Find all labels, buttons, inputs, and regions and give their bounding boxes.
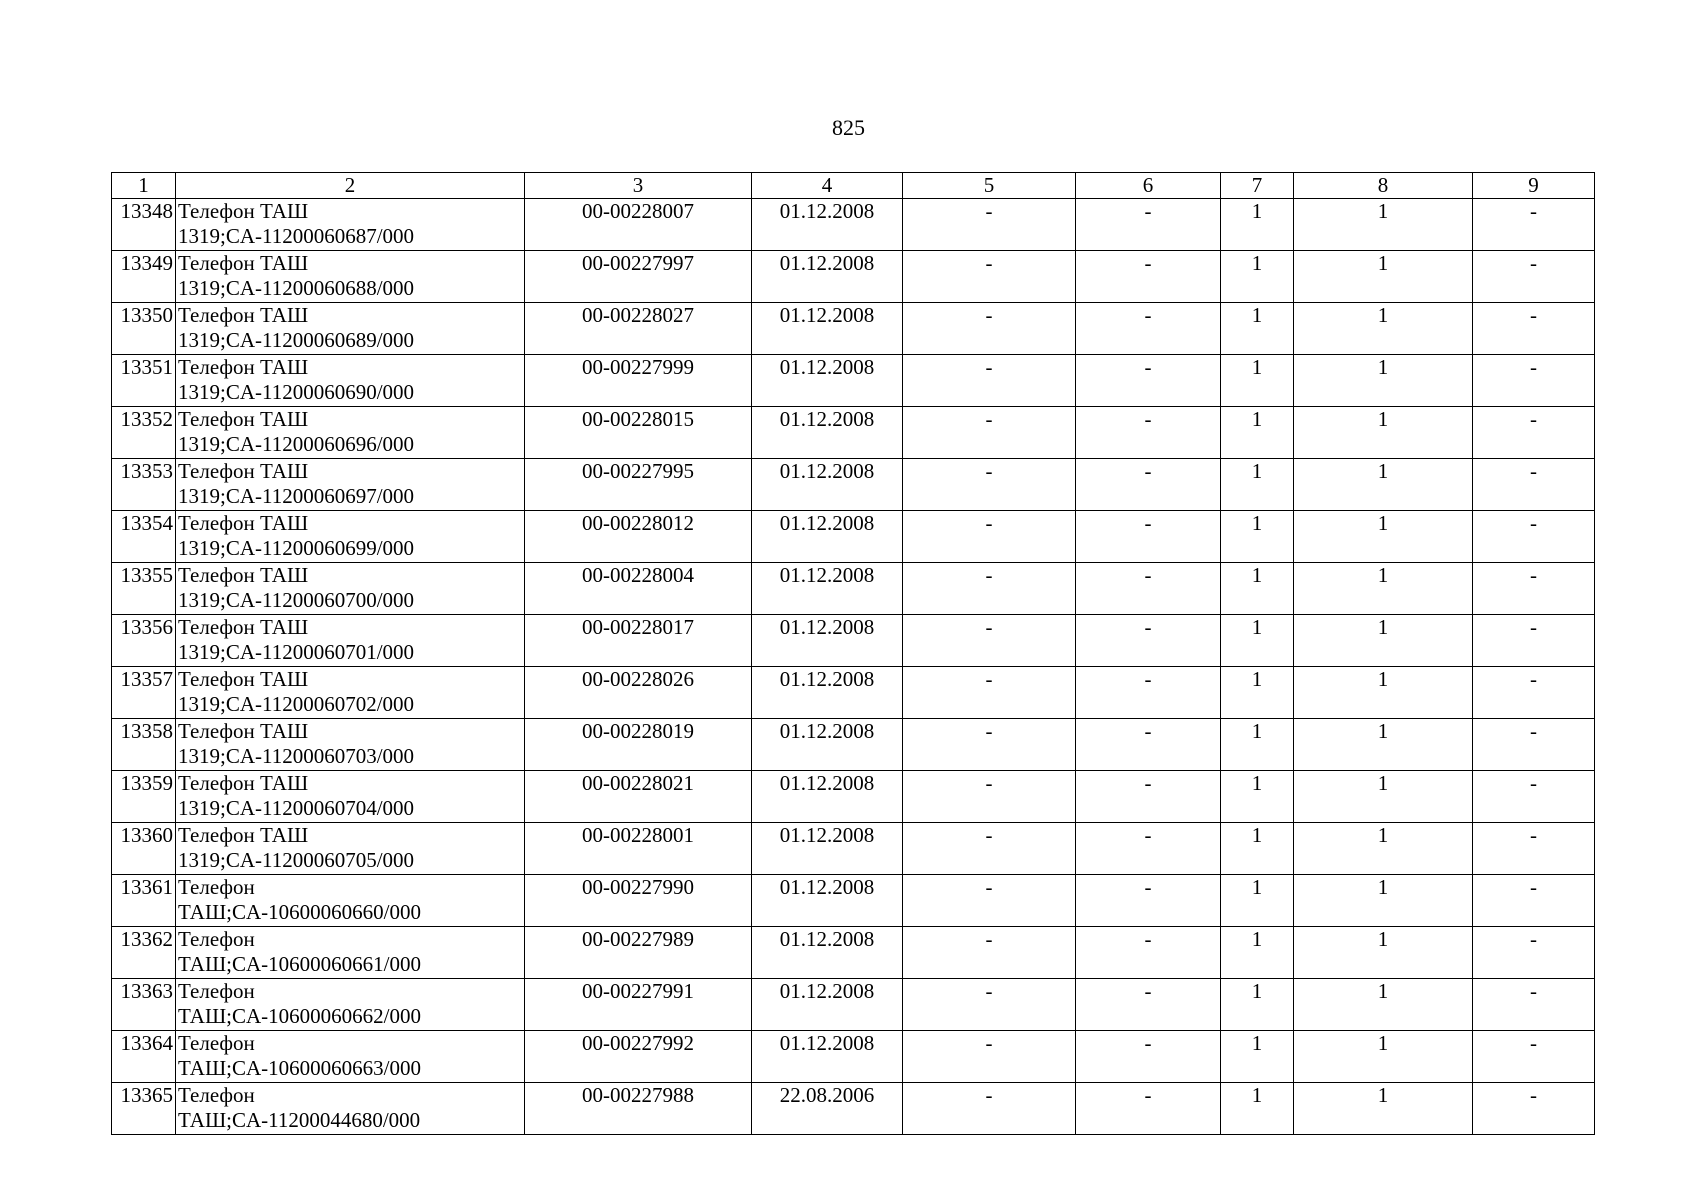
page-number: 825 — [832, 115, 865, 140]
row-number-cell: 13354 — [112, 511, 176, 563]
row-number-cell: 13361 — [112, 875, 176, 927]
column-6-cell: - — [1076, 1083, 1221, 1135]
item-name-cell — [176, 979, 525, 1031]
inventory-table — [111, 172, 1595, 1135]
column-8-cell: 1 — [1294, 1083, 1473, 1135]
column-9-cell: - — [1473, 927, 1595, 979]
column-5-cell: - — [903, 303, 1076, 355]
column-7-cell: 1 — [1221, 771, 1294, 823]
item-name-cell — [176, 563, 525, 615]
table-row — [112, 407, 1595, 459]
item-name-cell — [176, 251, 525, 303]
column-8-cell: 1 — [1294, 667, 1473, 719]
inventory-code-cell: 00-00228001 — [525, 823, 752, 875]
row-number-cell: 13360 — [112, 823, 176, 875]
column-9-cell: - — [1473, 823, 1595, 875]
column-9-cell: - — [1473, 979, 1595, 1031]
item-name-cell — [176, 875, 525, 927]
date-cell: 01.12.2008 — [752, 355, 903, 407]
item-name-cell — [176, 927, 525, 979]
item-name-line-2: ТАШ;CA-10600060660/000 — [178, 900, 421, 924]
inventory-code-cell: 00-00228027 — [525, 303, 752, 355]
row-number-cell: 13357 — [112, 667, 176, 719]
date-cell: 01.12.2008 — [752, 667, 903, 719]
column-7-cell: 1 — [1221, 1031, 1294, 1083]
item-name-line-2: 1319;CA-11200060687/000 — [178, 224, 415, 248]
column-9-cell: - — [1473, 615, 1595, 667]
item-name-line-2: 1319;CA-11200060688/000 — [178, 276, 415, 300]
item-name-line-1: Телефон ТАШ — [178, 771, 309, 795]
table-row — [112, 1031, 1595, 1083]
item-name-line-1: Телефон ТАШ — [178, 667, 309, 691]
row-number-cell: 13351 — [112, 355, 176, 407]
item-name-line-2: 1319;CA-11200060702/000 — [178, 692, 415, 716]
item-name-line-2: ТАШ;CA-10600060662/000 — [178, 1004, 421, 1028]
column-8-cell: 1 — [1294, 407, 1473, 459]
item-name-line-1: Телефон ТАШ — [178, 303, 309, 327]
item-name-line-2: 1319;CA-11200060699/000 — [178, 536, 415, 560]
column-5-cell: - — [903, 771, 1076, 823]
column-header-9: 9 — [1473, 173, 1595, 199]
item-name-line-1: Телефон ТАШ — [178, 823, 309, 847]
column-6-cell: - — [1076, 459, 1221, 511]
column-8-cell: 1 — [1294, 927, 1473, 979]
column-8-cell: 1 — [1294, 875, 1473, 927]
column-9-cell: - — [1473, 459, 1595, 511]
inventory-code-cell: 00-00227988 — [525, 1083, 752, 1135]
table-row — [112, 511, 1595, 563]
table-row — [112, 251, 1595, 303]
row-number-cell: 13358 — [112, 719, 176, 771]
row-number-cell: 13359 — [112, 771, 176, 823]
item-name-line-2: 1319;CA-11200060697/000 — [178, 484, 415, 508]
column-7-cell: 1 — [1221, 511, 1294, 563]
inventory-code-cell: 00-00228019 — [525, 719, 752, 771]
column-8-cell: 1 — [1294, 459, 1473, 511]
column-header-8: 8 — [1294, 173, 1473, 199]
item-name-line-2: ТАШ;CA-10600060661/000 — [178, 952, 421, 976]
item-name-cell — [176, 1031, 525, 1083]
column-5-cell: - — [903, 459, 1076, 511]
item-name-cell — [176, 355, 525, 407]
date-cell: 01.12.2008 — [752, 303, 903, 355]
row-number-cell: 13363 — [112, 979, 176, 1031]
item-name-line-2: 1319;CA-11200060705/000 — [178, 848, 415, 872]
column-7-cell: 1 — [1221, 1083, 1294, 1135]
item-name-line-1: Телефон — [178, 875, 255, 899]
table-row — [112, 875, 1595, 927]
item-name-line-1: Телефон ТАШ — [178, 719, 309, 743]
item-name-line-2: 1319;CA-11200060689/000 — [178, 328, 415, 352]
inventory-code-cell: 00-00227995 — [525, 459, 752, 511]
table-row — [112, 719, 1595, 771]
column-7-cell: 1 — [1221, 927, 1294, 979]
table-row — [112, 199, 1595, 251]
item-name-cell — [176, 303, 525, 355]
inventory-code-cell: 00-00227991 — [525, 979, 752, 1031]
column-6-cell: - — [1076, 823, 1221, 875]
column-9-cell: - — [1473, 563, 1595, 615]
item-name-line-2: 1319;CA-11200060690/000 — [178, 380, 415, 404]
column-9-cell: - — [1473, 251, 1595, 303]
column-5-cell: - — [903, 927, 1076, 979]
column-9-cell: - — [1473, 1031, 1595, 1083]
column-7-cell: 1 — [1221, 199, 1294, 251]
column-5-cell: - — [903, 823, 1076, 875]
table-row — [112, 979, 1595, 1031]
inventory-code-cell: 00-00228015 — [525, 407, 752, 459]
column-header-1: 1 — [112, 173, 176, 199]
table-row — [112, 927, 1595, 979]
table-header — [112, 173, 1595, 199]
column-5-cell: - — [903, 199, 1076, 251]
item-name-line-1: Телефон — [178, 979, 255, 1003]
column-5-cell: - — [903, 563, 1076, 615]
column-8-cell: 1 — [1294, 615, 1473, 667]
column-5-cell: - — [903, 511, 1076, 563]
column-8-cell: 1 — [1294, 563, 1473, 615]
inventory-code-cell: 00-00227997 — [525, 251, 752, 303]
item-name-cell — [176, 459, 525, 511]
inventory-code-cell: 00-00228004 — [525, 563, 752, 615]
inventory-code-cell: 00-00228017 — [525, 615, 752, 667]
column-9-cell: - — [1473, 667, 1595, 719]
column-8-cell: 1 — [1294, 511, 1473, 563]
item-name-line-1: Телефон ТАШ — [178, 511, 309, 535]
column-8-cell: 1 — [1294, 979, 1473, 1031]
column-7-cell: 1 — [1221, 407, 1294, 459]
column-6-cell: - — [1076, 927, 1221, 979]
column-7-cell: 1 — [1221, 615, 1294, 667]
inventory-code-cell: 00-00228007 — [525, 199, 752, 251]
item-name-line-2: ТАШ;CA-10600060663/000 — [178, 1056, 421, 1080]
column-6-cell: - — [1076, 251, 1221, 303]
date-cell: 01.12.2008 — [752, 563, 903, 615]
column-5-cell: - — [903, 667, 1076, 719]
column-header-4: 4 — [752, 173, 903, 199]
column-7-cell: 1 — [1221, 875, 1294, 927]
column-9-cell: - — [1473, 511, 1595, 563]
column-8-cell: 1 — [1294, 719, 1473, 771]
table-row — [112, 563, 1595, 615]
column-8-cell: 1 — [1294, 823, 1473, 875]
item-name-line-1: Телефон ТАШ — [178, 459, 309, 483]
item-name-line-1: Телефон ТАШ — [178, 615, 309, 639]
column-6-cell: - — [1076, 199, 1221, 251]
column-7-cell: 1 — [1221, 459, 1294, 511]
column-8-cell: 1 — [1294, 199, 1473, 251]
column-7-cell: 1 — [1221, 303, 1294, 355]
column-9-cell: - — [1473, 199, 1595, 251]
date-cell: 01.12.2008 — [752, 719, 903, 771]
table-row — [112, 771, 1595, 823]
date-cell: 01.12.2008 — [752, 199, 903, 251]
column-8-cell: 1 — [1294, 771, 1473, 823]
date-cell: 01.12.2008 — [752, 927, 903, 979]
column-9-cell: - — [1473, 875, 1595, 927]
inventory-code-cell: 00-00227999 — [525, 355, 752, 407]
column-6-cell: - — [1076, 771, 1221, 823]
row-number-cell: 13352 — [112, 407, 176, 459]
table-row — [112, 667, 1595, 719]
row-number-cell: 13348 — [112, 199, 176, 251]
item-name-cell — [176, 667, 525, 719]
date-cell: 01.12.2008 — [752, 771, 903, 823]
item-name-line-1: Телефон — [178, 1083, 255, 1107]
column-6-cell: - — [1076, 615, 1221, 667]
column-8-cell: 1 — [1294, 355, 1473, 407]
inventory-code-cell: 00-00228026 — [525, 667, 752, 719]
row-number-cell: 13350 — [112, 303, 176, 355]
item-name-cell — [176, 1083, 525, 1135]
table-row — [112, 459, 1595, 511]
column-6-cell: - — [1076, 303, 1221, 355]
column-7-cell: 1 — [1221, 823, 1294, 875]
column-6-cell: - — [1076, 407, 1221, 459]
column-7-cell: 1 — [1221, 355, 1294, 407]
item-name-cell — [176, 719, 525, 771]
column-6-cell: - — [1076, 667, 1221, 719]
item-name-line-2: ТАШ;CA-11200044680/000 — [178, 1108, 421, 1132]
column-7-cell: 1 — [1221, 251, 1294, 303]
column-5-cell: - — [903, 979, 1076, 1031]
column-header-6: 6 — [1076, 173, 1221, 199]
item-name-cell — [176, 823, 525, 875]
column-9-cell: - — [1473, 771, 1595, 823]
column-5-cell: - — [903, 875, 1076, 927]
inventory-code-cell: 00-00228021 — [525, 771, 752, 823]
column-7-cell: 1 — [1221, 563, 1294, 615]
column-8-cell: 1 — [1294, 1031, 1473, 1083]
column-5-cell: - — [903, 355, 1076, 407]
column-9-cell: - — [1473, 355, 1595, 407]
item-name-line-2: 1319;CA-11200060703/000 — [178, 744, 415, 768]
row-number-cell: 13356 — [112, 615, 176, 667]
date-cell: 01.12.2008 — [752, 511, 903, 563]
item-name-line-1: Телефон ТАШ — [178, 251, 309, 275]
item-name-line-1: Телефон — [178, 927, 255, 951]
column-5-cell: - — [903, 615, 1076, 667]
table-row — [112, 615, 1595, 667]
item-name-line-1: Телефон ТАШ — [178, 563, 309, 587]
table-row — [112, 303, 1595, 355]
table-row — [112, 823, 1595, 875]
column-7-cell: 1 — [1221, 979, 1294, 1031]
inventory-code-cell: 00-00228012 — [525, 511, 752, 563]
column-8-cell: 1 — [1294, 251, 1473, 303]
column-5-cell: - — [903, 407, 1076, 459]
date-cell: 01.12.2008 — [752, 823, 903, 875]
column-6-cell: - — [1076, 511, 1221, 563]
item-name-cell — [176, 771, 525, 823]
date-cell: 01.12.2008 — [752, 615, 903, 667]
column-6-cell: - — [1076, 355, 1221, 407]
date-cell: 01.12.2008 — [752, 875, 903, 927]
date-cell: 01.12.2008 — [752, 459, 903, 511]
column-9-cell: - — [1473, 303, 1595, 355]
row-number-cell: 13362 — [112, 927, 176, 979]
item-name-line-2: 1319;CA-11200060704/000 — [178, 796, 415, 820]
date-cell: 22.08.2006 — [752, 1083, 903, 1135]
header-row — [112, 173, 1595, 199]
item-name-cell — [176, 511, 525, 563]
item-name-line-1: Телефон ТАШ — [178, 355, 309, 379]
column-7-cell: 1 — [1221, 719, 1294, 771]
table-row — [112, 1083, 1595, 1135]
table-row — [112, 355, 1595, 407]
item-name-line-2: 1319;CA-11200060700/000 — [178, 588, 415, 612]
column-5-cell: - — [903, 251, 1076, 303]
column-9-cell: - — [1473, 407, 1595, 459]
column-6-cell: - — [1076, 979, 1221, 1031]
column-5-cell: - — [903, 1031, 1076, 1083]
column-header-7: 7 — [1221, 173, 1294, 199]
date-cell: 01.12.2008 — [752, 979, 903, 1031]
inventory-code-cell: 00-00227992 — [525, 1031, 752, 1083]
item-name-cell — [176, 199, 525, 251]
date-cell: 01.12.2008 — [752, 407, 903, 459]
row-number-cell: 13364 — [112, 1031, 176, 1083]
row-number-cell: 13353 — [112, 459, 176, 511]
item-name-line-1: Телефон ТАШ — [178, 407, 309, 431]
row-number-cell: 13365 — [112, 1083, 176, 1135]
column-9-cell: - — [1473, 1083, 1595, 1135]
column-5-cell: - — [903, 1083, 1076, 1135]
inventory-code-cell: 00-00227990 — [525, 875, 752, 927]
column-6-cell: - — [1076, 563, 1221, 615]
column-header-5: 5 — [903, 173, 1076, 199]
inventory-code-cell: 00-00227989 — [525, 927, 752, 979]
item-name-line-2: 1319;CA-11200060701/000 — [178, 640, 415, 664]
column-header-3: 3 — [525, 173, 752, 199]
table-body — [112, 199, 1595, 1135]
item-name-cell — [176, 615, 525, 667]
column-6-cell: - — [1076, 875, 1221, 927]
column-7-cell: 1 — [1221, 667, 1294, 719]
row-number-cell: 13349 — [112, 251, 176, 303]
item-name-cell — [176, 407, 525, 459]
item-name-line-2: 1319;CA-11200060696/000 — [178, 432, 415, 456]
date-cell: 01.12.2008 — [752, 251, 903, 303]
column-6-cell: - — [1076, 719, 1221, 771]
column-8-cell: 1 — [1294, 303, 1473, 355]
column-9-cell: - — [1473, 719, 1595, 771]
column-5-cell: - — [903, 719, 1076, 771]
column-6-cell: - — [1076, 1031, 1221, 1083]
row-number-cell: 13355 — [112, 563, 176, 615]
column-header-2: 2 — [176, 173, 525, 199]
date-cell: 01.12.2008 — [752, 1031, 903, 1083]
item-name-line-1: Телефон ТАШ — [178, 199, 309, 223]
item-name-line-1: Телефон — [178, 1031, 255, 1055]
